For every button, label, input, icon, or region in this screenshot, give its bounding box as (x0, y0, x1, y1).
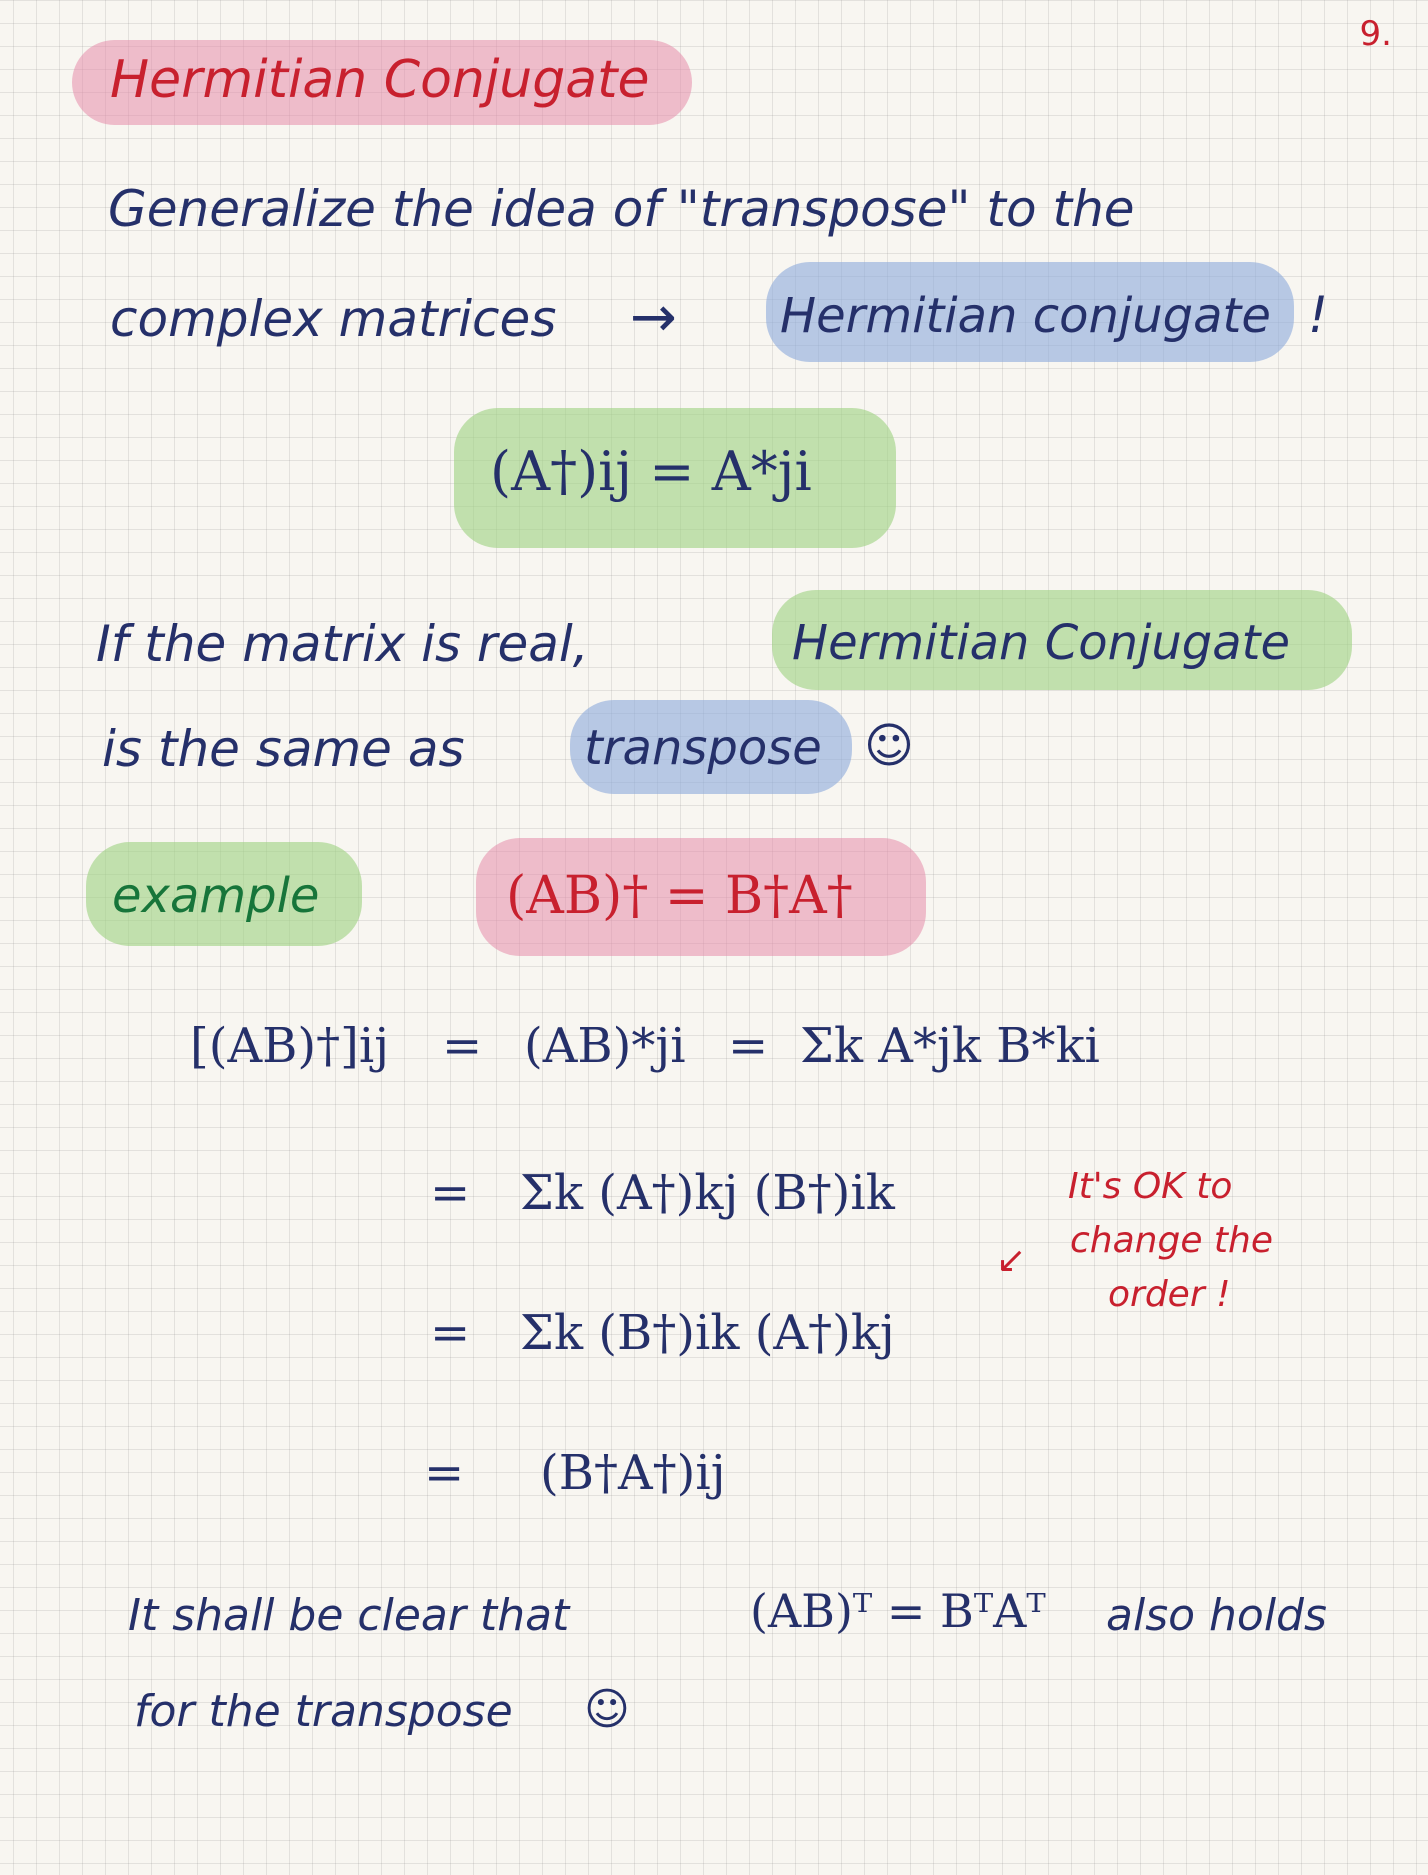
side-note-arrow-icon: ↙ (996, 1240, 1027, 1281)
arrow-icon: → (630, 285, 677, 350)
derivation-step4: (B†A†)ij (540, 1445, 726, 1501)
side-note-line-1: It's OK to (1068, 1166, 1233, 1207)
derivation-equals-4: = (430, 1305, 471, 1361)
derivation-step1-rhs: Σk A*jk B*ki (800, 1018, 1100, 1074)
real-case-highlight-2-text: transpose (584, 720, 822, 776)
real-case-line-2: is the same as (102, 720, 465, 778)
example-formula: (AB)† = B†A† (506, 866, 853, 926)
derivation-equals-1: = (442, 1018, 483, 1074)
conclusion-formula: (AB)ᵀ = BᵀAᵀ (750, 1584, 1046, 1638)
derivation-step2: Σk (A†)kj (B†)ik (520, 1165, 895, 1221)
smiley-icon: ☺ (864, 718, 915, 774)
page-title: Hermitian Conjugate (110, 50, 650, 110)
intro-highlight-text: Hermitian conjugate (780, 288, 1271, 344)
exclamation-mark: ! (1308, 286, 1329, 344)
conclusion-line-1-start: It shall be clear that (128, 1590, 570, 1641)
derivation-step3: Σk (B†)ik (A†)kj (520, 1305, 895, 1361)
intro-line-2: complex matrices (110, 290, 557, 348)
page-number: 9. (1359, 14, 1392, 54)
side-note-line-3: order ! (1108, 1274, 1231, 1315)
conclusion-smiley-icon: ☺ (584, 1684, 630, 1735)
conclusion-line-2: for the transpose (134, 1686, 513, 1737)
derivation-equals-2: = (728, 1018, 769, 1074)
example-label: example (112, 868, 320, 924)
derivation-equals-5: = (424, 1445, 465, 1501)
conclusion-line-1-end: also holds (1106, 1590, 1327, 1641)
real-case-highlight-1-text: Hermitian Conjugate (792, 615, 1290, 671)
side-note-line-2: change the (1070, 1220, 1274, 1261)
real-case-line-1: If the matrix is real, (96, 615, 589, 673)
derivation-step1-lhs: [(AB)†]ij (190, 1018, 390, 1074)
derivation-equals-3: = (430, 1165, 471, 1221)
intro-line-1: Generalize the idea of "transpose" to the (108, 180, 1135, 238)
definition-equation: (A†)ij = A*ji (490, 440, 812, 503)
derivation-step1-mid: (AB)*ji (524, 1018, 686, 1074)
